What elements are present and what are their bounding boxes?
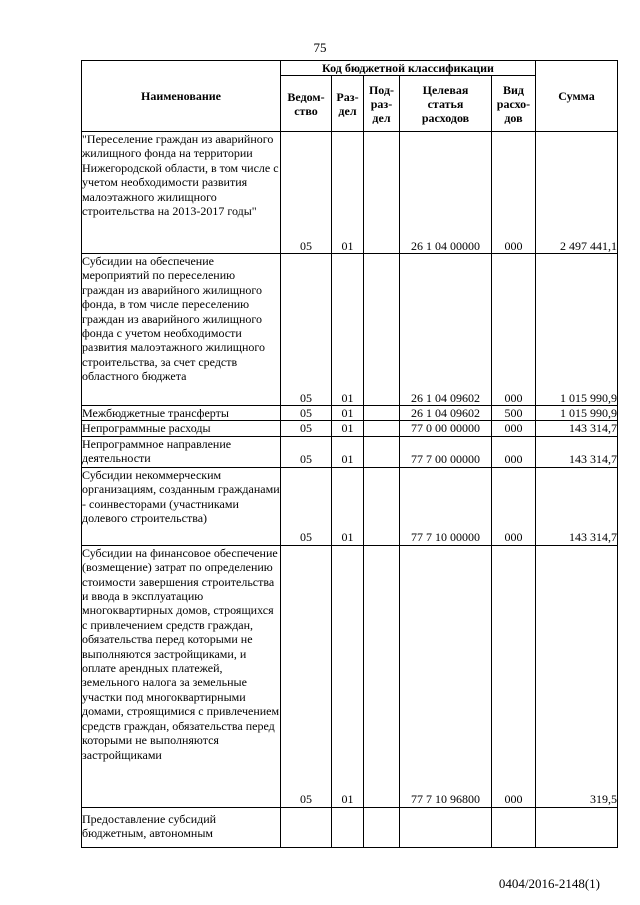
row-name xyxy=(82,421,281,436)
row-name-text: Субсидии на финансовое обеспечение (возмещение) затрат по определению стоимости завершения строительства и ввода в эксплуатацию многоквартирных домов, строящихся с привлечением средств граждан, обязательства перед которыми не выполняются застройщиками, и оплате арендных платежей, земельного налога за земельные участки под многоквартирными домами, строящимися с привлечением средств граждан, обязательства перед которыми не выполняются застройщиками xyxy=(82,545,280,762)
row-podrazdel xyxy=(364,467,400,545)
row-vedomstvo: 05 xyxy=(281,436,332,467)
row-name-text: Непрограммные расходы xyxy=(82,421,211,436)
row-vid: 000 xyxy=(492,254,536,406)
table-row xyxy=(82,436,618,467)
row-razdel xyxy=(332,807,364,847)
row-vedomstvo: 05 xyxy=(281,467,332,545)
row-razdel: 01 xyxy=(332,421,364,436)
row-razdel: 01 xyxy=(332,406,364,421)
page-number: 75 xyxy=(313,40,327,55)
row-vid: 000 xyxy=(492,436,536,467)
row-sum: 319,5 xyxy=(536,545,618,807)
row-sum: 1 015 990,9 xyxy=(536,254,618,406)
row-vid: 000 xyxy=(492,421,536,436)
row-name-text: "Переселение граждан из аварийного жилищного фонда на территории Нижегородской области, в том числе с учетом необходимости развития малоэтажного жилищного строительства на 2013-2017 годы" xyxy=(82,132,279,219)
row-target: 26 1 04 00000 xyxy=(400,132,492,254)
row-name-text: Субсидии некоммерческим организациям, созданным гражданами - соинвесторами (участниками долевого строительства) xyxy=(82,467,280,526)
row-sum: 143 314,7 xyxy=(536,421,618,436)
row-target: 77 0 00 00000 xyxy=(400,421,492,436)
row-vid: 500 xyxy=(492,406,536,421)
table-row xyxy=(82,132,618,254)
table-row xyxy=(82,421,618,436)
row-vedomstvo xyxy=(281,807,332,847)
header-sum: Сумма xyxy=(536,61,618,132)
row-target: 26 1 04 09602 xyxy=(400,406,492,421)
row-name xyxy=(82,254,281,406)
row-name-text: Непрограммное направление деятельности xyxy=(82,436,232,466)
row-vid: 000 xyxy=(492,545,536,807)
row-name-text: Межбюджетные трансферты xyxy=(82,406,229,420)
header-vid: Вид расхо- дов xyxy=(492,76,536,132)
row-vedomstvo: 05 xyxy=(281,132,332,254)
row-name xyxy=(82,132,281,254)
row-sum: 143 314,7 xyxy=(536,467,618,545)
row-name xyxy=(82,545,281,807)
row-vid: 000 xyxy=(492,132,536,254)
row-vedomstvo: 05 xyxy=(281,545,332,807)
header-vedomstvo: Ведом- ство xyxy=(281,76,332,132)
header-classification-group: Код бюджетной классификации xyxy=(281,61,536,76)
table-row xyxy=(82,545,618,807)
header-target: Целевая статья расходов xyxy=(400,76,492,132)
row-sum: 1 015 990,9 xyxy=(536,406,618,421)
row-vedomstvo: 05 xyxy=(281,421,332,436)
row-podrazdel xyxy=(364,807,400,847)
row-vid: 000 xyxy=(492,467,536,545)
row-razdel: 01 xyxy=(332,132,364,254)
row-vedomstvo: 05 xyxy=(281,254,332,406)
header-razdel: Раз- дел xyxy=(332,76,364,132)
row-target: 77 7 10 96800 xyxy=(400,545,492,807)
budget-table xyxy=(81,60,618,848)
table-row xyxy=(82,807,618,847)
row-sum xyxy=(536,807,618,847)
row-podrazdel xyxy=(364,132,400,254)
row-razdel: 01 xyxy=(332,467,364,545)
header-name: Наименование xyxy=(82,61,281,132)
row-vedomstvo: 05 xyxy=(281,406,332,421)
table-row xyxy=(82,254,618,406)
row-name xyxy=(82,807,281,847)
row-sum: 143 314,7 xyxy=(536,436,618,467)
row-target xyxy=(400,807,492,847)
table-row xyxy=(82,406,618,421)
row-podrazdel xyxy=(364,406,400,421)
row-target: 77 7 10 00000 xyxy=(400,467,492,545)
row-name xyxy=(82,436,281,467)
row-sum: 2 497 441,1 xyxy=(536,132,618,254)
row-name-text: Субсидии на обеспечение мероприятий по переселению граждан из аварийного жилищного фонда, в том числе переселению граждан из аварийного жилищного фонда с учетом необходимости развития малоэтажного жилищного строительства, за счет средств областного бюджета xyxy=(82,254,266,384)
row-razdel: 01 xyxy=(332,545,364,807)
header-podrazdel: Под- раз- дел xyxy=(364,76,400,132)
row-podrazdel xyxy=(364,545,400,807)
row-target: 26 1 04 09602 xyxy=(400,254,492,406)
table-row xyxy=(82,467,618,545)
row-vid xyxy=(492,807,536,847)
row-target: 77 7 00 00000 xyxy=(400,436,492,467)
row-razdel: 01 xyxy=(332,436,364,467)
row-name xyxy=(82,467,281,545)
row-podrazdel xyxy=(364,436,400,467)
row-razdel: 01 xyxy=(332,254,364,406)
row-podrazdel xyxy=(364,421,400,436)
row-podrazdel xyxy=(364,254,400,406)
document-id: 0404/2016-2148(1) xyxy=(498,876,600,891)
row-name-text: Предоставление субсидий бюджетным, автономным xyxy=(82,811,217,841)
row-name xyxy=(82,406,281,421)
